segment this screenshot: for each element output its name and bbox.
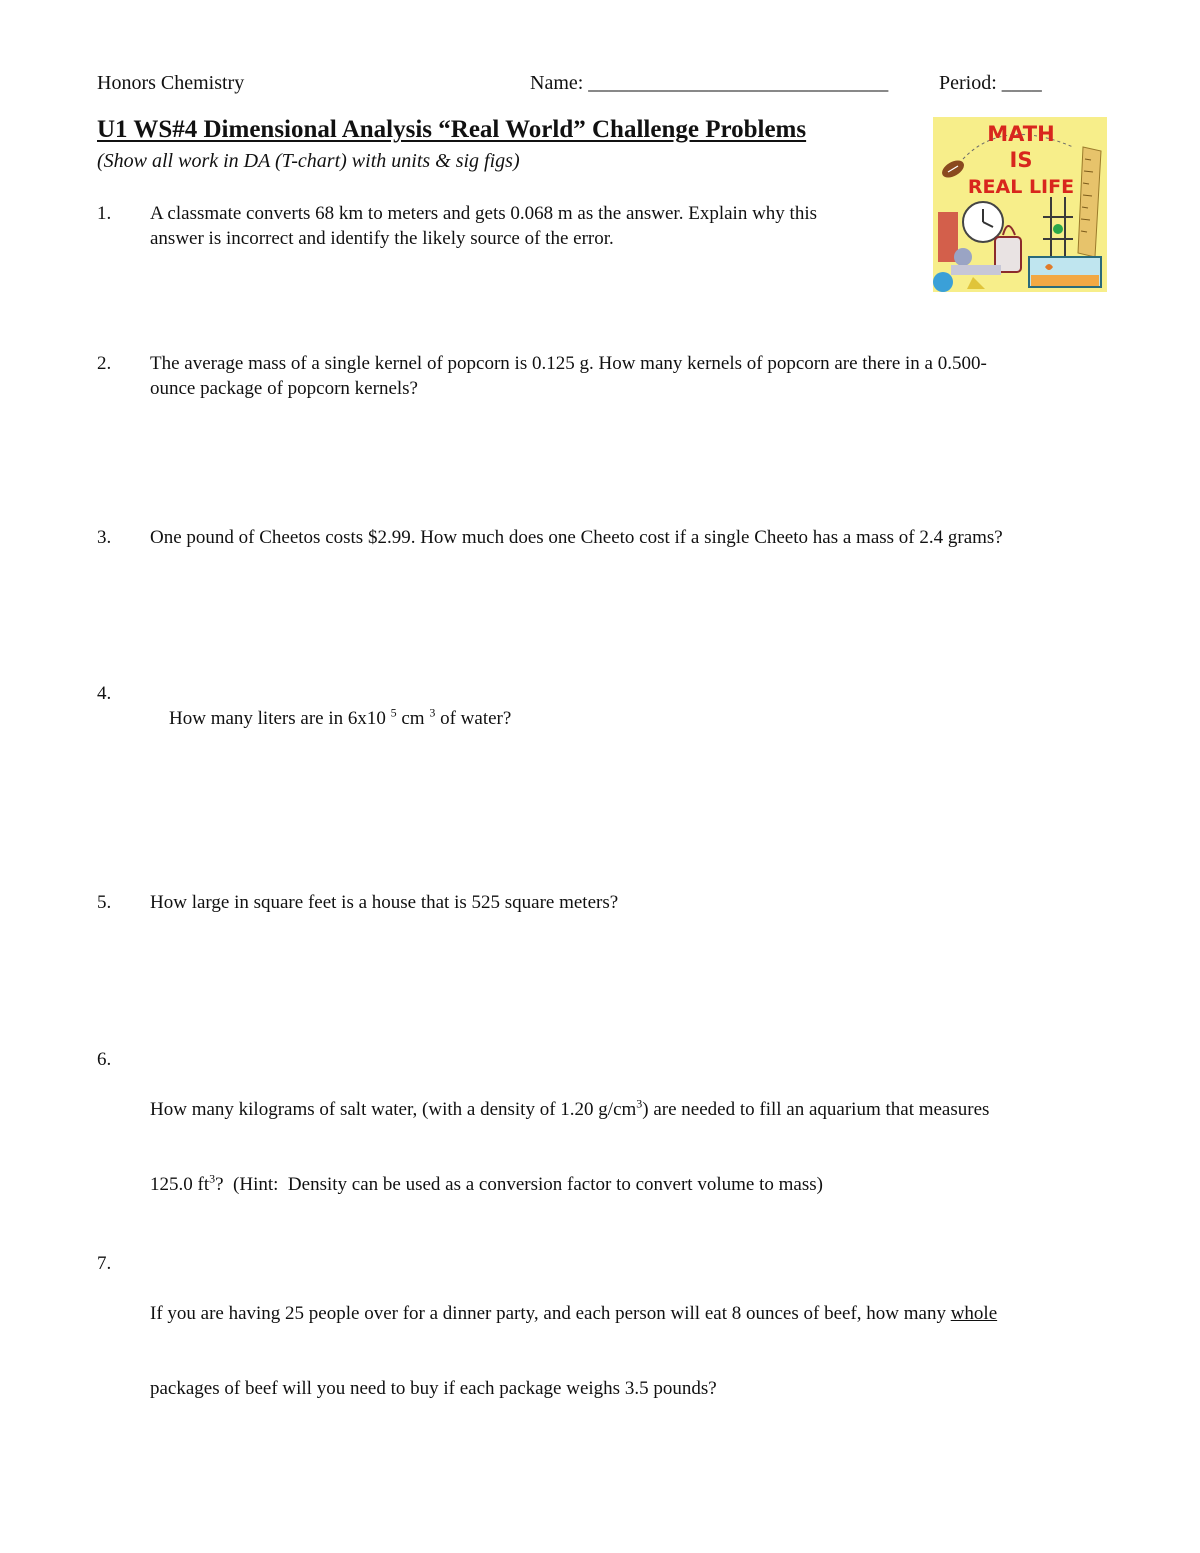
exponent: 3 bbox=[209, 1171, 216, 1186]
question-number: 1. bbox=[97, 203, 112, 224]
question-text: of water? bbox=[435, 708, 512, 729]
math-is-real-life-clipart bbox=[933, 117, 1107, 292]
clipart-line-3: REAL LIFE bbox=[967, 176, 1075, 198]
question-number: 5. bbox=[97, 892, 112, 913]
worksheet-instructions: (Show all work in DA (T-chart) with units & sig figs) bbox=[97, 150, 520, 172]
question-text: How many kilograms of salt water, (with a density of 1.20 g/cm bbox=[150, 1099, 637, 1120]
question-number: 3. bbox=[97, 527, 112, 548]
emphasis-underlined: whole bbox=[950, 1303, 998, 1324]
question-text-line-1: One pound of Cheetos costs $2.99. How much does one Cheeto cost if a single Cheeto has a mass of 2.4 grams? bbox=[150, 527, 1003, 548]
question-text-line-2: ounce package of popcorn kernels? bbox=[150, 378, 418, 399]
question-text: ? (Hint: Density can be used as a conversion factor to convert volume to mass) bbox=[215, 1174, 823, 1195]
ruler-icon bbox=[1078, 147, 1101, 257]
clipart-line-1: MATH bbox=[987, 122, 1055, 146]
question-text: If you are having 25 people over for a dinner party, and each person will eat 8 ounces of beef, how many bbox=[150, 1303, 951, 1324]
question-text-line-2: packages of beef will you need to buy if each package weighs 3.5 pounds? bbox=[150, 1378, 717, 1399]
question-number: 6. bbox=[97, 1049, 112, 1070]
question-text: 125.0 ft bbox=[150, 1174, 210, 1195]
question-number: 2. bbox=[97, 353, 112, 374]
question-text: cm bbox=[396, 708, 430, 729]
clipart-graphic bbox=[933, 117, 1107, 292]
aquarium-icon bbox=[1029, 257, 1101, 287]
question-text: ) are needed to fill an aquarium that measures bbox=[642, 1099, 990, 1120]
question-text: How many liters are in 6x10 bbox=[169, 708, 391, 729]
worksheet-title: U1 WS#4 Dimensional Analysis “Real World” Challenge Problems bbox=[97, 116, 807, 143]
clock-icon bbox=[963, 202, 1003, 242]
football-icon bbox=[939, 157, 967, 181]
name-field: Name: ______________________________ bbox=[530, 72, 889, 94]
question-text-line-2: answer is incorrect and identify the likely source of the error. bbox=[150, 228, 614, 249]
exponent: 5 bbox=[390, 705, 397, 720]
question-text-line-1: How large in square feet is a house that is 525 square meters? bbox=[150, 892, 619, 913]
question-number: 4. bbox=[97, 683, 112, 704]
exponent: 3 bbox=[636, 1096, 643, 1111]
question-number: 7. bbox=[97, 1253, 112, 1274]
clipart-line-2: IS bbox=[1009, 148, 1033, 172]
period-field: Period: ____ bbox=[939, 72, 1042, 94]
question-text-line-1: A classmate converts 68 km to meters and gets 0.068 m as the answer. Explain why this bbox=[150, 203, 817, 224]
exponent: 3 bbox=[429, 705, 436, 720]
question-text-line-1: The average mass of a single kernel of popcorn is 0.125 g. How many kernels of popcorn are there in a 0.500- bbox=[150, 353, 987, 374]
course-name: Honors Chemistry bbox=[97, 72, 245, 94]
